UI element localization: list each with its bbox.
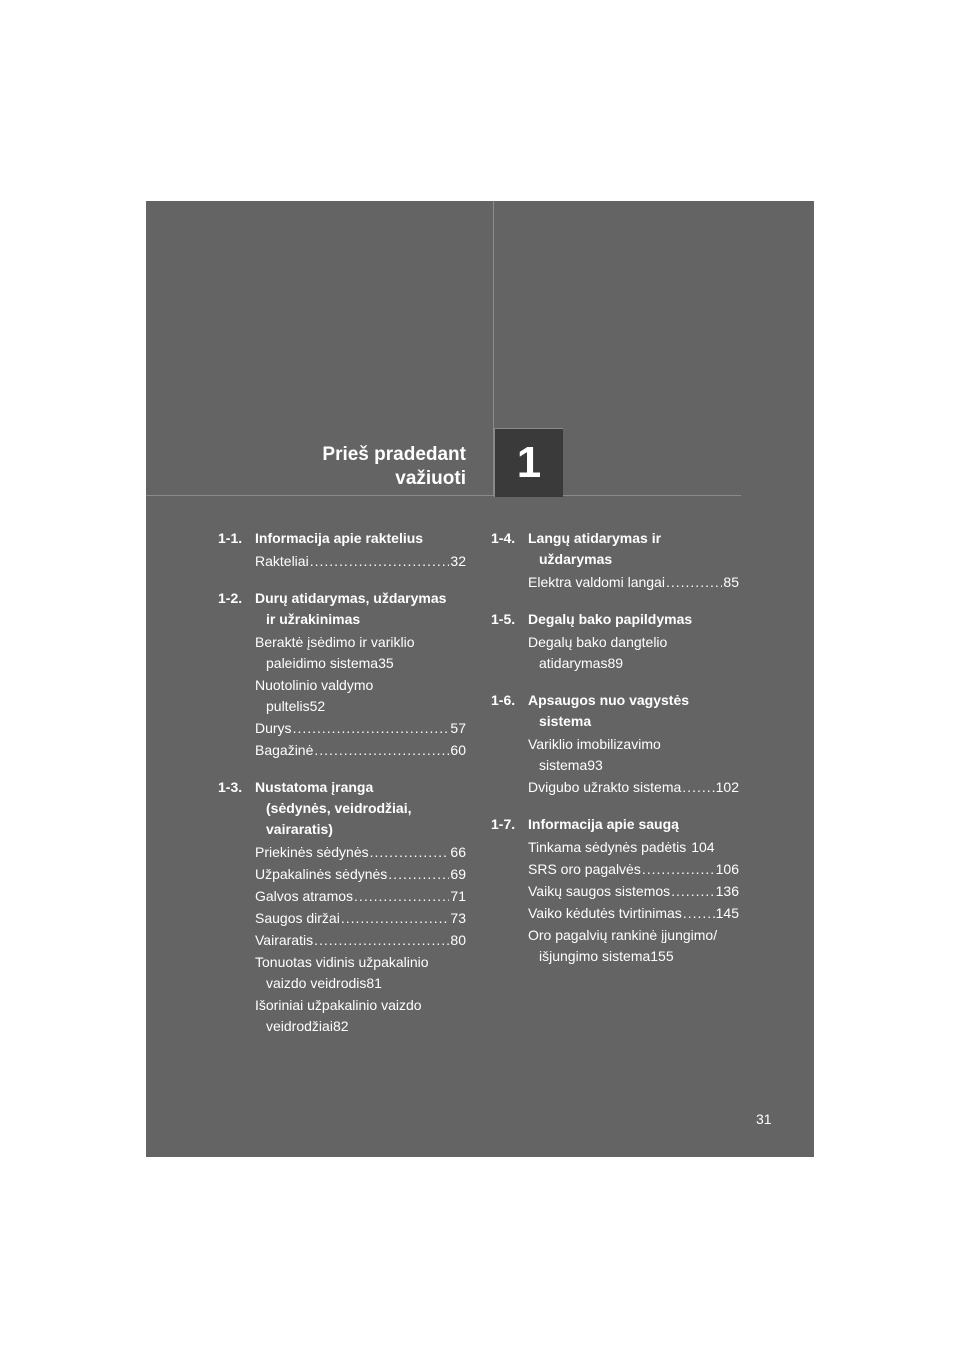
entry-page: 73 bbox=[450, 910, 466, 926]
chapter-number-box bbox=[494, 428, 563, 497]
toc-entry[interactable] bbox=[528, 859, 739, 880]
entry-page: 35 bbox=[378, 655, 394, 671]
toc-section bbox=[491, 690, 739, 798]
entry-page: 85 bbox=[723, 574, 739, 590]
toc-section bbox=[491, 814, 739, 967]
toc-entry[interactable] bbox=[528, 572, 739, 593]
entry-label: Vairaratis bbox=[255, 932, 314, 948]
entry-page: 104 bbox=[691, 839, 715, 855]
leader-dots bbox=[310, 551, 450, 572]
entry-page: 89 bbox=[607, 655, 624, 671]
section-number: 1-3. bbox=[218, 779, 243, 795]
section-entries bbox=[218, 551, 466, 572]
entry-continuation bbox=[528, 653, 739, 674]
section-heading bbox=[218, 528, 466, 549]
entry-page: 80 bbox=[450, 932, 466, 948]
section-title bbox=[528, 814, 739, 835]
entry-page: 32 bbox=[450, 553, 466, 569]
toc-entry[interactable] bbox=[528, 837, 739, 858]
section-heading bbox=[218, 588, 466, 630]
chapter-title-line2: važiuoti bbox=[395, 468, 466, 489]
section-entries bbox=[491, 837, 739, 967]
entry-label-cont: išjungimo sistema bbox=[539, 948, 651, 964]
section-title bbox=[255, 777, 466, 840]
toc-entry[interactable] bbox=[255, 675, 466, 717]
entry-label: Vaiko kėdutės tvirtinimas bbox=[528, 905, 682, 921]
entry-continuation bbox=[255, 696, 466, 717]
section-entries bbox=[218, 632, 466, 761]
section-title-line: Informacija apie saugą bbox=[528, 816, 679, 832]
entry-page: 71 bbox=[450, 888, 466, 904]
section-heading bbox=[491, 690, 739, 732]
entry-label: Galvos atramos bbox=[255, 888, 354, 904]
entry-page: 145 bbox=[715, 905, 739, 921]
section-number: 1-4. bbox=[491, 530, 516, 546]
toc-entry[interactable] bbox=[528, 881, 739, 902]
section-number: 1-2. bbox=[218, 590, 243, 606]
toc-entry[interactable] bbox=[255, 842, 466, 863]
section-heading bbox=[491, 609, 739, 630]
toc-entry[interactable] bbox=[255, 952, 466, 994]
entry-label-cont: sistema bbox=[539, 757, 588, 773]
page-number: 31 bbox=[756, 1111, 772, 1127]
entry-label: Tinkama sėdynės padėtis bbox=[528, 839, 687, 855]
entry-page: 57 bbox=[450, 720, 466, 736]
section-title-line: ir užrakinimas bbox=[266, 611, 361, 627]
section-title bbox=[528, 690, 739, 732]
chapter-title-line1: Prieš pradedant bbox=[322, 444, 466, 465]
entry-page: 136 bbox=[715, 883, 739, 899]
chapter-number: 1 bbox=[516, 438, 542, 487]
section-entries bbox=[491, 632, 739, 674]
entry-continuation bbox=[255, 973, 466, 994]
entry-label: Beraktė įsėdimo ir variklio bbox=[255, 634, 415, 650]
toc-entry[interactable] bbox=[255, 886, 466, 907]
section-entries bbox=[218, 842, 466, 1037]
toc-section bbox=[491, 609, 739, 674]
toc-entry[interactable] bbox=[528, 734, 739, 776]
entry-continuation bbox=[528, 755, 739, 776]
section-title bbox=[528, 528, 739, 570]
toc-entry[interactable] bbox=[255, 551, 466, 572]
section-title-line: Nustatoma įranga bbox=[255, 779, 374, 795]
entry-label: Tonuotas vidinis užpakalinio bbox=[255, 954, 429, 970]
entry-label: Rakteliai bbox=[255, 553, 309, 569]
entry-label-cont: vaizdo veidrodis bbox=[266, 975, 367, 991]
entry-label: Išoriniai užpakalinio vaizdo bbox=[255, 997, 422, 1013]
entry-page: 81 bbox=[366, 975, 382, 991]
section-entries bbox=[491, 572, 739, 593]
entry-label: Užpakalinės sėdynės bbox=[255, 866, 388, 882]
toc-entry[interactable] bbox=[528, 777, 739, 798]
leader-dots bbox=[341, 908, 450, 929]
entry-label: Nuotolinio valdymo bbox=[255, 677, 374, 693]
leader-dots bbox=[671, 881, 715, 902]
entry-label: Degalų bako dangtelio bbox=[528, 634, 668, 650]
section-entries bbox=[491, 734, 739, 798]
entry-page: 82 bbox=[332, 1018, 349, 1034]
leader-dots bbox=[314, 930, 449, 951]
section-number: 1-6. bbox=[491, 692, 516, 708]
leader-dots bbox=[682, 777, 714, 798]
leader-dots bbox=[388, 864, 449, 885]
entry-page: 93 bbox=[587, 757, 603, 773]
toc-entry[interactable] bbox=[255, 995, 466, 1037]
leader-dots bbox=[683, 903, 715, 924]
entry-page: 60 bbox=[450, 742, 466, 758]
entry-label-cont: veidrodžiai bbox=[266, 1018, 333, 1034]
section-title-line: uždarymas bbox=[539, 551, 613, 567]
toc-entry[interactable] bbox=[255, 930, 466, 951]
entry-label: Durys bbox=[255, 720, 292, 736]
chapter-panel bbox=[146, 201, 814, 1157]
divider-horizontal bbox=[146, 495, 741, 496]
toc-entry[interactable] bbox=[528, 632, 739, 674]
entry-label-cont: atidarymas bbox=[539, 655, 608, 671]
section-title-line: Durų atidarymas, uždarymas bbox=[255, 590, 447, 606]
section-title bbox=[528, 609, 739, 630]
section-title-line: (sėdynės, veidrodžiai, bbox=[266, 800, 412, 816]
entry-page: 52 bbox=[309, 698, 326, 714]
section-title bbox=[255, 528, 466, 549]
entry-label: Variklio imobilizavimo bbox=[528, 736, 661, 752]
toc-entry[interactable] bbox=[255, 740, 466, 761]
section-title-line: sistema bbox=[539, 713, 592, 729]
entry-label: Oro pagalvių rankinė įjungimo/ bbox=[528, 927, 718, 943]
toc-entry[interactable] bbox=[255, 632, 466, 674]
leader-dots bbox=[642, 859, 715, 880]
leader-dots bbox=[314, 740, 449, 761]
toc-entry[interactable] bbox=[255, 908, 466, 929]
toc-section bbox=[218, 528, 466, 572]
entry-label-cont: pultelis bbox=[266, 698, 310, 714]
section-title-line: Langų atidarymas ir bbox=[528, 530, 662, 546]
toc-column-left bbox=[218, 528, 466, 1053]
entry-page: 106 bbox=[715, 861, 739, 877]
section-number: 1-5. bbox=[491, 611, 516, 627]
entry-label: Bagažinė bbox=[255, 742, 314, 758]
entry-continuation bbox=[255, 1016, 466, 1037]
entry-continuation bbox=[255, 653, 466, 674]
section-title-line: Apsaugos nuo vagystės bbox=[528, 692, 690, 708]
entry-page: 155 bbox=[650, 948, 674, 964]
toc-entry[interactable] bbox=[528, 903, 739, 924]
entry-page: 66 bbox=[450, 844, 466, 860]
leader-dots bbox=[370, 842, 450, 863]
section-heading bbox=[218, 777, 466, 840]
entry-label: Priekinės sėdynės bbox=[255, 844, 369, 860]
toc-column-right bbox=[491, 528, 739, 983]
toc-entry[interactable] bbox=[255, 718, 466, 739]
entry-label-cont: paleidimo sistema bbox=[266, 655, 379, 671]
toc-section bbox=[491, 528, 739, 593]
section-heading bbox=[491, 814, 739, 835]
entry-label: Vaikų saugos sistemos bbox=[528, 883, 671, 899]
section-number: 1-1. bbox=[218, 530, 243, 546]
toc-section bbox=[218, 588, 466, 761]
entry-page: 69 bbox=[450, 866, 466, 882]
toc-entry[interactable] bbox=[528, 925, 739, 967]
entry-label: SRS oro pagalvės bbox=[528, 861, 641, 877]
entry-page: 102 bbox=[715, 779, 739, 795]
section-title-line: Degalų bako papildymas bbox=[528, 611, 693, 627]
section-heading bbox=[491, 528, 739, 570]
entry-continuation bbox=[528, 946, 739, 967]
entry-label: Dvigubo užrakto sistema bbox=[528, 779, 682, 795]
section-number: 1-7. bbox=[491, 816, 516, 832]
toc-section bbox=[218, 777, 466, 1037]
entry-label: Saugos diržai bbox=[255, 910, 340, 926]
section-title-line: Informacija apie raktelius bbox=[255, 530, 424, 546]
leader-dots bbox=[293, 718, 450, 739]
leader-dots bbox=[354, 886, 449, 907]
leader-dots bbox=[666, 572, 722, 593]
chapter-title bbox=[322, 443, 466, 491]
entry-label: Elektra valdomi langai bbox=[528, 574, 665, 590]
section-title bbox=[255, 588, 466, 630]
toc-entry[interactable] bbox=[255, 864, 466, 885]
section-title-line: vairaratis) bbox=[266, 821, 333, 837]
